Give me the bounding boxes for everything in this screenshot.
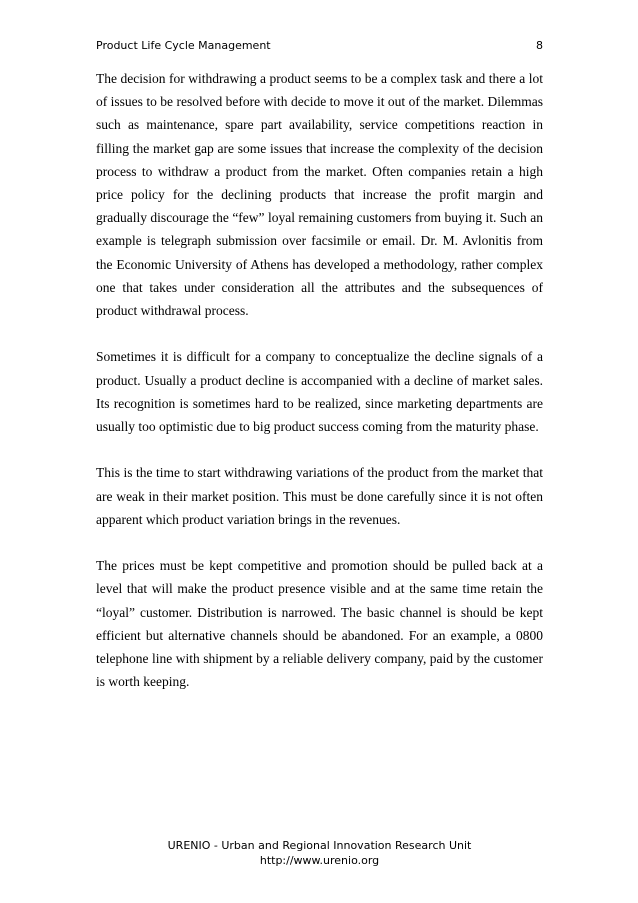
page-header xyxy=(96,38,543,54)
header-title: Product Life Cycle Management xyxy=(96,39,271,52)
page-footer xyxy=(96,838,543,868)
document-body xyxy=(96,67,543,717)
paragraph-withdrawal-decision: The decision for withdrawing a product seems to be a complex task and there a lot of issues to be resolved before with decide to move it out of the market. Dilemmas such as maintenance, spare part availability, service competitions reaction in filling the market gap are some issues that increase the complexity of the decision process to withdraw a product from the market. Often companies retain a high price policy for the declining products that increase the profit margin and gradually discourage the “few” loyal remaining customers from buying it. Such an example is telegraph submission over facsimile or email. Dr. M. Avlonitis from the Economic University of Athens has developed a methodology, rather complex one that takes under consideration all the attributes and the subsequences of product withdrawal process. xyxy=(96,71,543,319)
paragraph-prices-distribution: The prices must be kept competitive and promotion should be pulled back at a level that will make the product presence visible and at the same time retain the “loyal” customer. Distribution is narrowed. The basic channel is should be kept efficient but alternative channels should be abandoned. For an example, a 0800 telephone line with shipment by a reliable delivery company, paid by the customer is worth keeping. xyxy=(96,558,543,690)
paragraph-withdrawing-variations: This is the time to start withdrawing variations of the product from the market that are weak in their market position. This must be done carefully since it is not often apparent which product variation brings in the revenues. xyxy=(96,465,543,527)
page-number: 8 xyxy=(536,39,543,52)
footer-url: http://www.urenio.org xyxy=(259,854,380,867)
footer-organization: URENIO - Urban and Regional Innovation Research Unit xyxy=(167,839,472,852)
paragraph-decline-signals: Sometimes it is difficult for a company to conceptualize the decline signals of a product. Usually a product decline is accompanied with a decline of market sales. Its recognition is sometimes hard to be realized, since marketing departments are usually too optimistic due to big product success coming from the maturity phase. xyxy=(96,349,543,435)
